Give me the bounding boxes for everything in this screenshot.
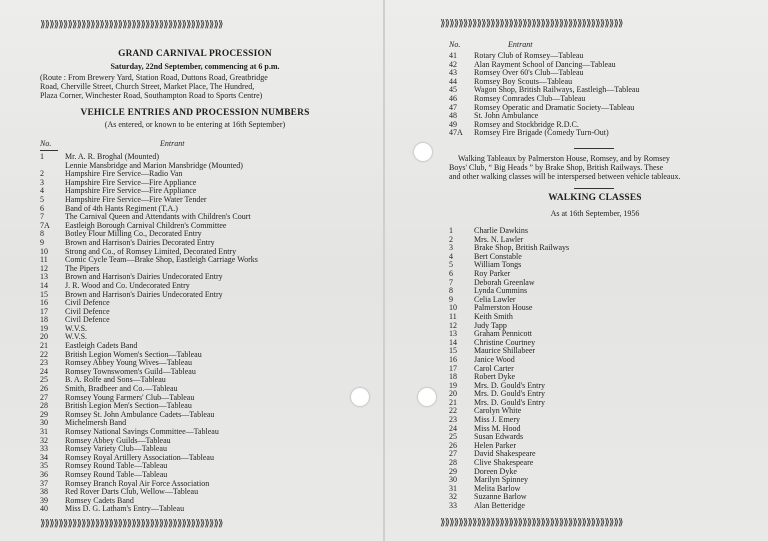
entry-number: 3 — [449, 243, 453, 253]
entrant-name: Alan Betteridge — [474, 501, 525, 510]
entry-number: 21 — [449, 397, 457, 407]
entry-number: 32 — [40, 435, 48, 445]
entrant-name: Miss J. Emery — [474, 415, 520, 425]
entry-number: 1 — [449, 226, 453, 235]
entrant-name: Carolyn White — [474, 406, 522, 416]
entry-number: 5 — [449, 260, 453, 270]
entrant-name: Romsey Young Farmers' Club—Tableau — [65, 392, 195, 402]
route-line-1: (Route : From Brewery Yard, Station Road, Duttons Road, Greatbridge — [40, 73, 268, 82]
entry-number: 25 — [40, 375, 48, 385]
entrant-name: Eastleigh Cadets Band — [65, 341, 138, 351]
entrant-name: Hampshire Fire Service—Fire Appliance — [65, 177, 197, 187]
entrant-name: Romsey Comrades Club—Tableau — [474, 93, 586, 103]
entrant-name: Romsey and Stockbridge R.D.C. — [474, 119, 579, 129]
entry-number: 20 — [449, 389, 457, 399]
entrant-name: Romsey Branch Royal Air Force Association — [65, 478, 210, 488]
entry-number: 47A — [449, 128, 463, 138]
entry-number: 26 — [40, 384, 48, 394]
entrant-name: Hampshire Fire Service—Fire Appliance — [65, 186, 197, 196]
punch-hole — [418, 388, 436, 406]
entrant-name: Wagon Shop, British Railways, Eastleigh—Tableau — [474, 85, 640, 95]
list-item — [449, 129, 639, 138]
procession-title: GRAND CARNIVAL PROCESSION — [118, 49, 272, 59]
section-rule — [574, 188, 614, 189]
entrant-name: Brown and Harrison's Dairies Undecorated Entry — [65, 289, 223, 299]
entrant-name: Helen Parker — [474, 440, 516, 450]
entry-number: 8 — [449, 286, 453, 296]
page-fold — [383, 0, 385, 541]
entrant-name: Christine Courtney — [474, 337, 536, 347]
entry-number: 47 — [449, 102, 457, 112]
left-top-border: ⟫⟫⟫⟫⟫⟫⟫⟫⟫⟫⟫⟫⟫⟫⟫⟫⟫⟫⟫⟫⟫⟫⟫⟫⟫⟫⟫⟫⟫⟫⟫⟫⟫⟫⟫⟫⟫⟫⟫⟫ — [40, 20, 223, 30]
list-item — [449, 313, 569, 322]
entry-number: 18 — [449, 372, 457, 382]
entrant-name: Strong and Co., of Romsey Limited, Decorated Entry — [65, 246, 237, 256]
entry-number: 25 — [449, 432, 457, 442]
entrant-name: William Tongs — [474, 260, 522, 270]
entry-number: 1 — [40, 152, 44, 161]
entrant-name: Michelmersh Band — [65, 418, 127, 428]
entry-number: 2 — [40, 169, 44, 179]
entry-number: 42 — [449, 59, 457, 69]
entrant-name: Romsey Variety Club—Tableau — [65, 444, 167, 454]
entrant-name: Romsey Over 60's Club—Tableau — [474, 68, 584, 78]
entry-number: 24 — [40, 366, 48, 376]
entrant-name: British Legion Men's Section—Tableau — [65, 401, 192, 411]
entry-number: 3 — [40, 177, 44, 187]
entry-number: 33 — [449, 501, 457, 510]
entry-number: 4 — [449, 251, 453, 261]
entry-number: 14 — [449, 337, 457, 347]
entrant-name: Lynda Cummins — [474, 286, 528, 296]
entrant-name: Botley Flour Milling Co., Decorated Entry — [65, 229, 202, 239]
walking-classes-heading: WALKING CLASSES — [548, 193, 642, 203]
entry-number: 21 — [40, 341, 48, 351]
entrant-name: Civil Defence — [65, 298, 110, 308]
entrant-name: B. A. Rolfe and Sons—Tableau — [65, 375, 166, 385]
entrant-name: Romsey Royal Artillery Association—Tableau — [65, 452, 214, 462]
entry-number: 19 — [40, 323, 48, 333]
entry-number: 7A — [40, 220, 50, 230]
entrant-name: Graham Pennicott — [474, 329, 532, 339]
entry-number: 37 — [40, 478, 48, 488]
entry-number: 10 — [449, 303, 457, 313]
entrant-name: Romsey Fire Brigade (Comedy Turn-Out) — [474, 128, 609, 138]
entry-number: 2 — [449, 234, 453, 244]
entrant-name: Robert Dyke — [474, 372, 516, 382]
entrant-name: Roy Parker — [474, 268, 511, 278]
entry-number: 15 — [40, 289, 48, 299]
entry-number: 16 — [40, 298, 48, 308]
entrant-name: Miss D. G. Latham's Entry—Tableau — [65, 504, 185, 514]
entry-number: 49 — [449, 119, 457, 129]
entry-number: 27 — [40, 392, 48, 402]
entrant-name: Romsey Abbey Young Wives—Tableau — [65, 358, 192, 368]
entrant-name: Eastleigh Borough Carnival Children's Committee — [65, 220, 227, 230]
entrant-name: Romsey St. John Ambulance Cadets—Tableau — [65, 409, 215, 419]
entry-number: 13 — [449, 329, 457, 339]
column-rule — [40, 150, 58, 151]
entry-number: 30 — [40, 418, 48, 428]
entrant-name: Civil Defence — [65, 306, 110, 316]
entrant-name: British Legion Women's Section—Tableau — [65, 349, 202, 359]
entry-number: 36 — [40, 469, 48, 479]
entry-number: 27 — [449, 449, 457, 459]
entry-number: 10 — [40, 246, 48, 256]
entrant-name: Civil Defence — [65, 315, 110, 325]
procession-date: Saturday, 22nd September, commencing at 6 p.m. — [110, 62, 280, 71]
entry-number: 6 — [40, 203, 44, 213]
walking-classes-list — [449, 227, 569, 511]
route-line-2: Road, Cherville Street, Church Street, Market Place, The Hundred, — [40, 82, 255, 91]
column-entrant-label-right: Entrant — [508, 40, 533, 49]
entry-number: 16 — [449, 354, 457, 364]
entry-number: 7 — [40, 212, 44, 222]
entry-number: 34 — [40, 452, 48, 462]
entrant-name: Palmerston House — [474, 303, 533, 313]
column-entrant-label: Entrant — [160, 139, 185, 148]
entrant-name: Hampshire Fire Service—Fire Water Tender — [65, 194, 207, 204]
entry-number: 26 — [449, 440, 457, 450]
entry-number: 32 — [449, 492, 457, 502]
entrant-name: W.V.S. — [65, 332, 88, 342]
entrant-name: Alan Rayment School of Dancing—Tableau — [474, 59, 616, 69]
entry-number: 12 — [40, 263, 48, 273]
vehicle-entries-heading: VEHICLE ENTRIES AND PROCESSION NUMBERS — [80, 108, 310, 118]
entry-number: 28 — [40, 401, 48, 411]
entrant-name: Romsey Townswomen's Guild—Tableau — [65, 366, 196, 376]
entrant-name: Romsey Round Table—Tableau — [65, 461, 168, 471]
entry-number: 12 — [449, 320, 457, 330]
left-bottom-border: ⟫⟫⟫⟫⟫⟫⟫⟫⟫⟫⟫⟫⟫⟫⟫⟫⟫⟫⟫⟫⟫⟫⟫⟫⟫⟫⟫⟫⟫⟫⟫⟫⟫⟫⟫⟫⟫⟫⟫⟫ — [40, 519, 223, 529]
entry-number: 38 — [40, 487, 48, 497]
entry-number: 4 — [40, 186, 44, 196]
entry-number: 48 — [449, 111, 457, 121]
entry-number: 23 — [40, 358, 48, 368]
entrant-name: Mrs. N. Lawler — [474, 234, 524, 244]
entry-number: 22 — [449, 406, 457, 416]
entrant-name: David Shakespeare — [474, 449, 536, 459]
entry-number: 28 — [449, 458, 457, 468]
entry-number: 31 — [40, 427, 48, 436]
entry-number: 41 — [449, 51, 457, 60]
walking-note-line-1: Walking Tableaux by Palmerston House, Romsey, and by Romsey — [458, 154, 670, 163]
entrant-name: Miss M. Hood — [474, 423, 521, 433]
entrant-name: Celia Lawler — [474, 294, 516, 304]
entry-number: 44 — [449, 76, 457, 86]
entry-number: 11 — [40, 255, 48, 265]
right-top-border: ⟫⟫⟫⟫⟫⟫⟫⟫⟫⟫⟫⟫⟫⟫⟫⟫⟫⟫⟫⟫⟫⟫⟫⟫⟫⟫⟫⟫⟫⟫⟫⟫⟫⟫⟫⟫⟫⟫⟫⟫ — [440, 19, 623, 29]
entry-number: 17 — [449, 363, 457, 373]
entrant-name: Deborah Greenlaw — [474, 277, 535, 287]
entry-number: 17 — [40, 306, 48, 316]
entrant-name: Romsey Cadets Band — [65, 495, 134, 505]
entry-number: 29 — [40, 409, 48, 419]
entrant-name: The Pipers — [65, 263, 100, 273]
entrant-name: Romsey Boy Scouts—Tableau — [474, 76, 573, 86]
entry-number: 19 — [449, 380, 457, 390]
entry-number: 5 — [40, 194, 44, 204]
list-item — [40, 505, 258, 514]
entrant-name: Brake Shop, British Railways — [474, 243, 570, 253]
entrant-name: Brown and Harrison's Dairies Decorated Entry — [65, 237, 215, 247]
entrant-name: J. R. Wood and Co. Undecorated Entry — [65, 280, 190, 290]
entrant-name: Smith, Bradbeer and Co.—Tableau — [65, 384, 178, 394]
entrant-name: Romsey Abbey Guilds—Tableau — [65, 435, 171, 445]
entrant-name: Red Rover Darts Club, Wellow—Tableau — [65, 487, 199, 497]
entry-number: 46 — [449, 93, 457, 103]
entrant-name: Judy Tapp — [474, 320, 507, 330]
entrant-name: Mrs. D. Gould's Entry — [474, 397, 545, 407]
entry-number: 15 — [449, 346, 457, 356]
entrant-name: Charlie Dawkins — [474, 226, 528, 235]
entrant-name: The Carnival Queen and Attendants with Children's Court — [65, 212, 251, 222]
vehicle-entries-subheading: (As entered, or known to be entering at 16th September) — [104, 120, 286, 129]
entrant-name: Bert Constable — [474, 251, 522, 261]
entrant-name: W.V.S. — [65, 323, 88, 333]
entry-number: 13 — [40, 272, 48, 282]
entrant-name: Carol Carter — [474, 363, 514, 373]
entrant-name: Comic Cycle Team—Brake Shop, Eastleigh Carriage Works — [65, 255, 258, 265]
list-item — [449, 502, 569, 511]
entry-number: 18 — [40, 315, 48, 325]
entrant-name: Susan Edwards — [474, 432, 524, 442]
walking-classes-subheading: As at 16th September, 1956 — [550, 209, 640, 218]
entrant-name: Janice Wood — [474, 354, 515, 364]
walking-note-line-2: Boys' Club, “ Big Heads ” by Brake Shop, British Railways. These — [449, 163, 664, 172]
entry-number: 31 — [449, 483, 457, 493]
entry-number: 9 — [40, 237, 44, 247]
entry-number: 24 — [449, 423, 457, 433]
entrant-name: Lennie Mansbridge and Marion Mansbridge (Mounted) — [65, 160, 243, 170]
punch-hole — [414, 143, 432, 161]
entrant-name: Rotary Club of Romsey—Tableau — [474, 51, 584, 60]
vehicle-entries-list — [40, 153, 258, 514]
vehicle-entries-list-continued — [449, 52, 639, 138]
entry-number: 22 — [40, 349, 48, 359]
entry-number: 35 — [40, 461, 48, 471]
entrant-name: Mr. A. R. Broghal (Mounted) — [65, 152, 159, 161]
entrant-name: Mrs. D. Gould's Entry — [474, 380, 545, 390]
punch-hole — [351, 388, 369, 406]
entry-number: 11 — [449, 311, 457, 321]
walking-note-line-3: and other walking classes will be interspersed between vehicle tableaux. — [449, 172, 681, 181]
entry-number: 9 — [449, 294, 453, 304]
entrant-name: Romsey National Savings Committee—Tableau — [65, 427, 219, 436]
entry-number: 23 — [449, 415, 457, 425]
right-bottom-border: ⟫⟫⟫⟫⟫⟫⟫⟫⟫⟫⟫⟫⟫⟫⟫⟫⟫⟫⟫⟫⟫⟫⟫⟫⟫⟫⟫⟫⟫⟫⟫⟫⟫⟫⟫⟫⟫⟫⟫⟫ — [440, 518, 623, 528]
entry-number: 29 — [449, 466, 457, 476]
entry-number: 40 — [40, 504, 48, 514]
entry-number: 33 — [40, 444, 48, 454]
entry-number: 39 — [40, 495, 48, 505]
entry-number: 20 — [40, 332, 48, 342]
entry-number: 45 — [449, 85, 457, 95]
entrant-name: Doreen Dyke — [474, 466, 517, 476]
section-rule — [574, 148, 614, 149]
entrant-name: Band of 4th Hants Regiment (T.A.) — [65, 203, 178, 213]
entrant-name: Marilyn Spinney — [474, 475, 528, 485]
entry-number: 14 — [40, 280, 48, 290]
entrant-name: Hampshire Fire Service—Radio Van — [65, 169, 183, 179]
entrant-name: St. John Ambulance — [474, 111, 539, 121]
column-no-label: No. — [40, 139, 52, 148]
route-line-3: Plaza Corner, Winchester Road, Southampton Road to Sports Centre) — [40, 91, 263, 100]
column-no-label-right: No. — [449, 40, 461, 49]
entry-number: 30 — [449, 475, 457, 485]
entry-number: 43 — [449, 68, 457, 78]
entrant-name: Romsey Operatic and Dramatic Society—Tableau — [474, 102, 635, 112]
entrant-name: Brown and Harrison's Dairies Undecorated Entry — [65, 272, 223, 282]
entry-number: 6 — [449, 268, 453, 278]
entrant-name: Melita Barlow — [474, 483, 521, 493]
entry-number: 7 — [449, 277, 453, 287]
entrant-name: Maurice Shillabeer — [474, 346, 536, 356]
entrant-name: Mrs. D. Gould's Entry — [474, 389, 545, 399]
entry-number: 8 — [40, 229, 44, 239]
entrant-name: Suzanne Barlow — [474, 492, 527, 502]
entrant-name: Clive Shakespeare — [474, 458, 534, 468]
entrant-name: Romsey Round Table—Tableau — [65, 469, 168, 479]
entrant-name: Keith Smith — [474, 311, 513, 321]
